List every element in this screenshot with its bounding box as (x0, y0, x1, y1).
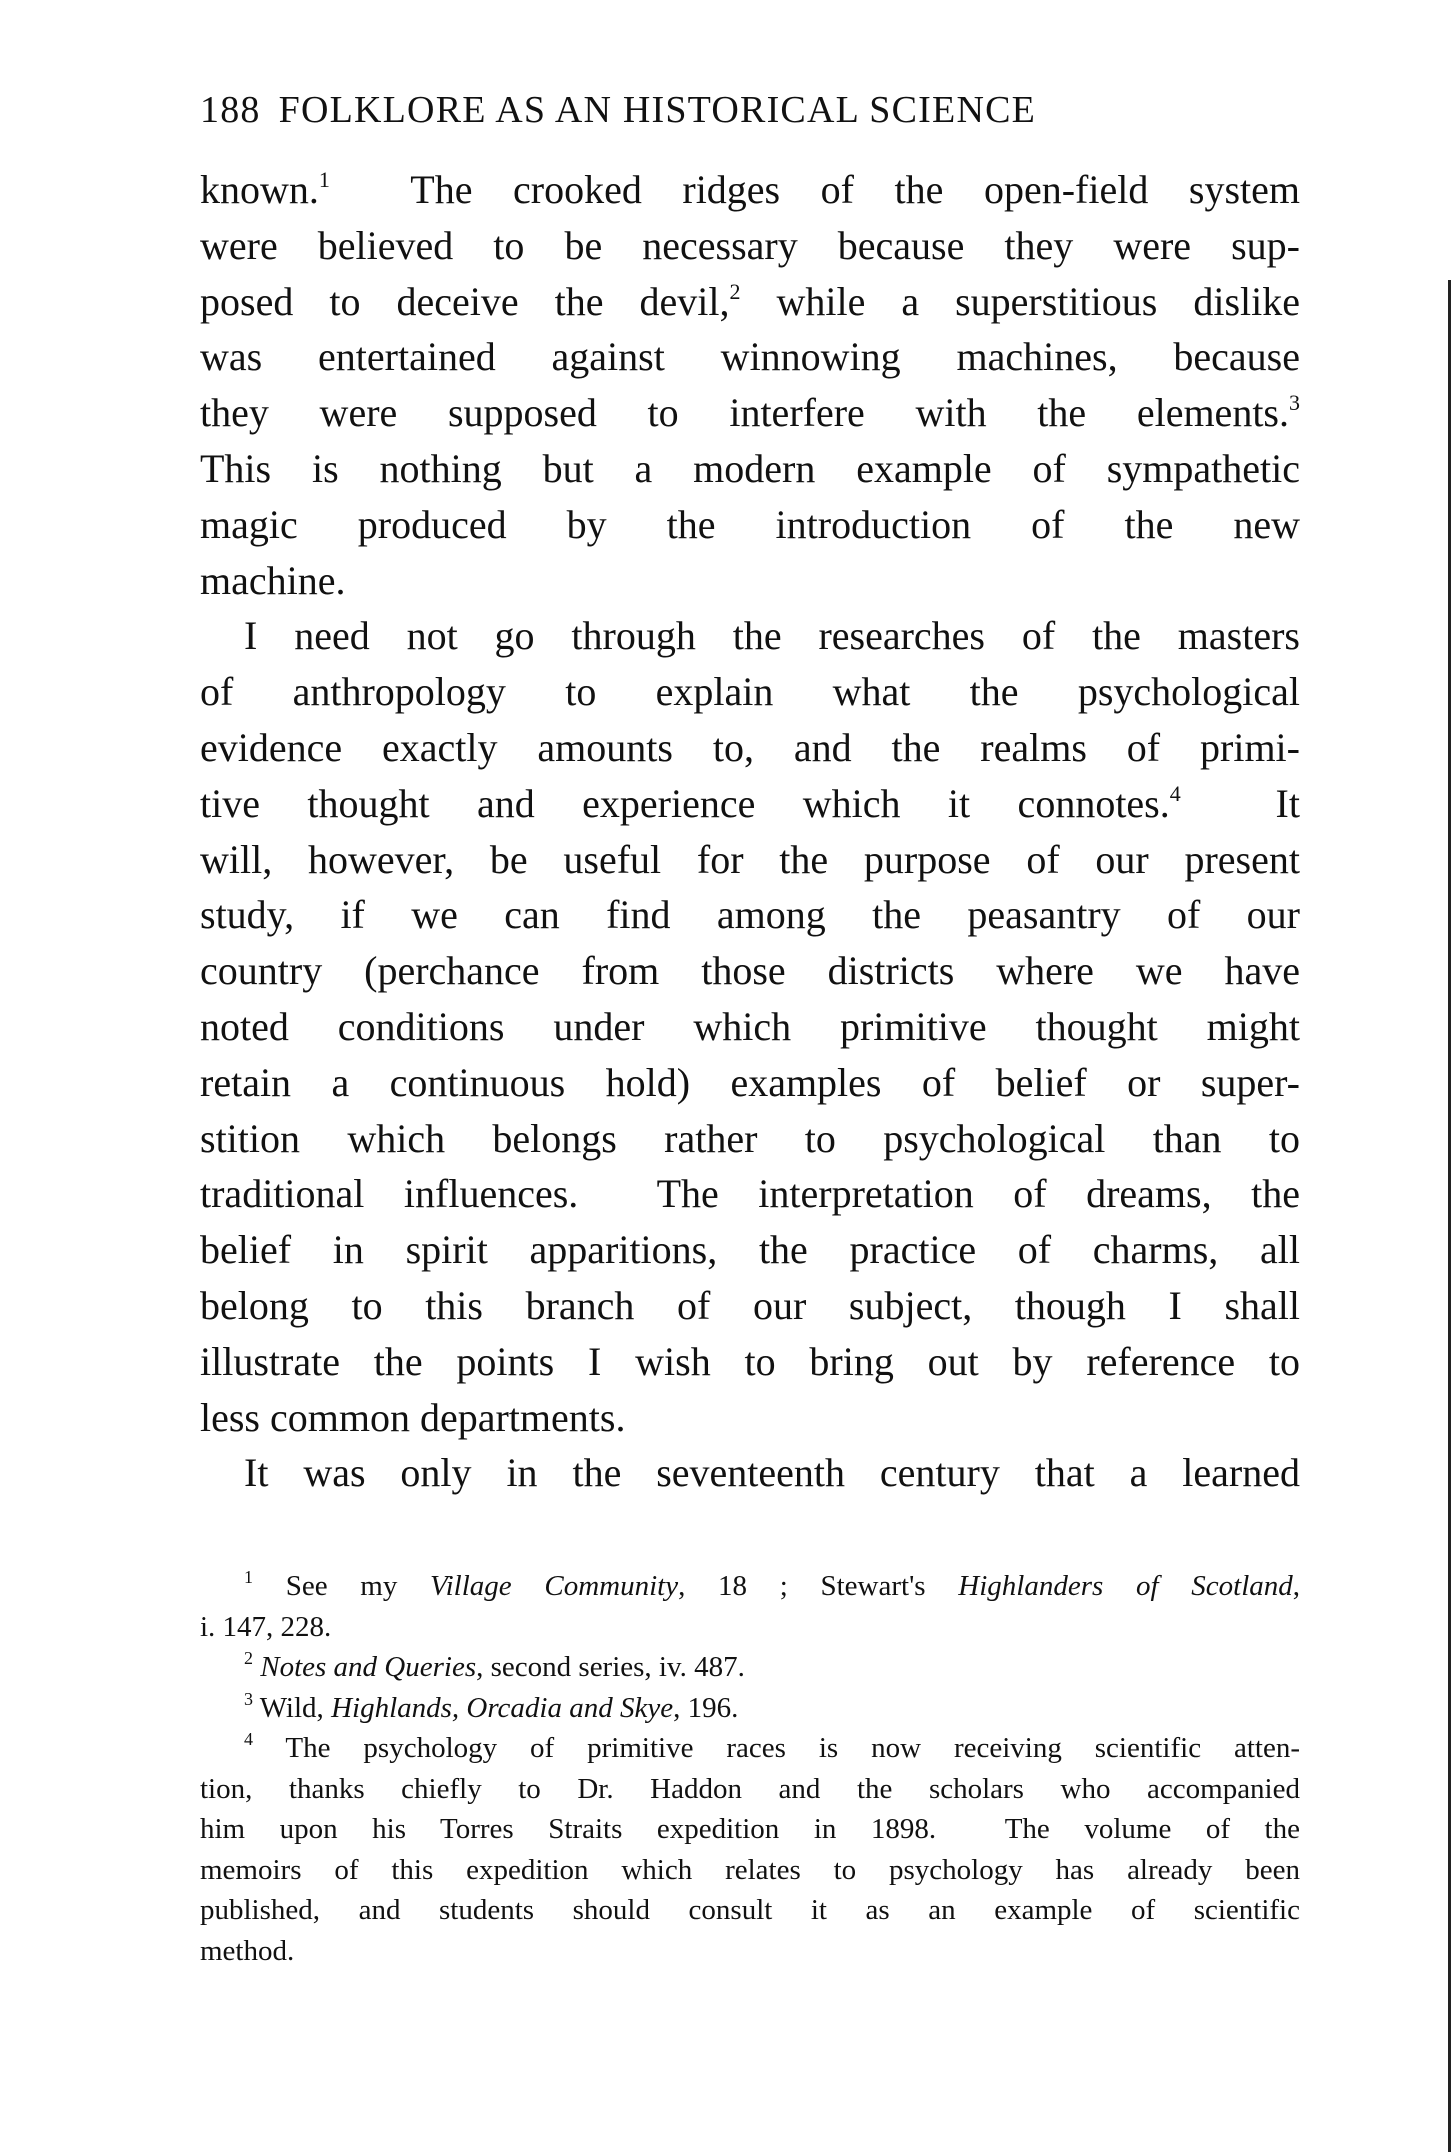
body-line (200, 776, 1300, 832)
body-line (200, 218, 1300, 274)
body-line (200, 553, 1300, 609)
text-run: , 18 ; Stewart's (678, 1570, 959, 1602)
footnote-marker: 3 (1289, 390, 1300, 416)
body-line (200, 329, 1300, 385)
text-run: known. (200, 167, 319, 212)
text-run: of anthropology to explain what the psychological (200, 669, 1300, 715)
body-text (200, 162, 1300, 1501)
text-run: belief in spirit apparitions, the practice of charms, all (200, 1227, 1300, 1273)
text-run: published, and students should consult it as an example of scientific (200, 1894, 1300, 1926)
text-run: noted conditions under which primitive thought might (200, 1003, 1300, 1049)
italic-title: Highlanders of Scotland (958, 1570, 1293, 1602)
text-run: was entertained against winnowing machines, because (200, 334, 1300, 380)
text-run: The crooked ridges of the open-field system (329, 167, 1300, 212)
footnote-line (200, 1809, 1300, 1850)
body-line (200, 608, 1300, 664)
text-run: I need not go through the researches of the masters (244, 613, 1300, 659)
text-run: posed to deceive the devil, (200, 278, 730, 324)
footnote-marker: 2 (244, 1648, 253, 1668)
italic-title: Highlands, Orcadia and Skye (331, 1691, 674, 1724)
footnote-line (200, 1688, 1300, 1729)
text-run: less common departments. (200, 1394, 626, 1440)
footnote-line (200, 1728, 1300, 1769)
text-run: method. (200, 1934, 295, 1967)
text-run: him upon his Torres Straits expedition in 1898. The volume of the (200, 1813, 1300, 1845)
body-line (200, 274, 1300, 330)
body-line (200, 1111, 1300, 1167)
body-line (200, 887, 1300, 943)
footnote-marker: 1 (244, 1567, 253, 1587)
body-line (200, 497, 1300, 553)
text-run: they were supposed to interfere with the elements. (200, 390, 1289, 436)
text-run: while a superstitious dislike (740, 278, 1300, 324)
footnote-line (200, 1566, 1300, 1607)
text-run: This is nothing but a modern example of sympathetic (200, 445, 1300, 491)
footnotes (200, 1566, 1300, 1971)
footnote-marker: 4 (1169, 780, 1181, 806)
footnote-line (200, 1890, 1300, 1931)
body-line (200, 832, 1300, 888)
body-line (200, 1278, 1300, 1334)
italic-title: Village Community (430, 1570, 679, 1602)
footnote-marker: 1 (318, 167, 330, 192)
text-run: belong to this branch of our subject, though I shall (200, 1282, 1300, 1328)
body-line (200, 1222, 1300, 1278)
page-number: 188 (200, 89, 261, 131)
text-run: , second series, iv. 487. (476, 1651, 745, 1683)
text-run: illustrate the points I wish to bring out by reference to (200, 1338, 1300, 1384)
text-run: It was only in the seventeenth century that a learned (244, 1450, 1300, 1496)
footnote-line (200, 1769, 1300, 1810)
body-line (200, 720, 1300, 776)
footnote-marker: 3 (244, 1688, 253, 1709)
body-line (200, 1390, 1300, 1446)
body-line (200, 162, 1300, 218)
text-run: The psychology of primitive races is now receiving scientific atten- (253, 1732, 1300, 1764)
running-head (200, 88, 1300, 132)
footnote-marker: 4 (244, 1729, 253, 1749)
footnote-line (200, 1607, 1300, 1648)
text-run: traditional influences. The interpretation of dreams, the (200, 1171, 1300, 1217)
body-line (200, 1055, 1300, 1111)
text-run: stition which belongs rather to psychological than to (200, 1115, 1300, 1161)
text-run: retain a continuous hold) examples of belief or super- (200, 1059, 1300, 1105)
footnote-line (200, 1931, 1300, 1972)
body-line (200, 1334, 1300, 1390)
footnote-line (200, 1850, 1300, 1891)
body-line (200, 943, 1300, 999)
text-run: will, however, be useful for the purpose of our present (200, 836, 1300, 882)
text-run: , 196. (673, 1691, 739, 1724)
text-run: i. 147, 228. (200, 1610, 332, 1643)
body-line (200, 441, 1300, 497)
text-run: tion, thanks chiefly to Dr. Haddon and the scholars who accompanied (200, 1772, 1300, 1805)
italic-title: Notes and Queries (260, 1651, 477, 1683)
body-line (200, 999, 1300, 1055)
text-run: were believed to be necessary because they were sup- (200, 222, 1300, 268)
text-run: , (1292, 1570, 1300, 1602)
body-line (200, 385, 1300, 441)
text-run: magic produced by the introduction of the new (200, 501, 1300, 547)
text-run: Wild, (253, 1691, 332, 1724)
text-run: See my (253, 1570, 431, 1602)
text-run: memoirs of this expedition which relates to psychology has already been (200, 1853, 1300, 1886)
text-run: machine. (200, 557, 346, 603)
body-line (200, 1166, 1300, 1222)
footnote-marker: 2 (729, 278, 741, 304)
body-line (200, 1445, 1300, 1501)
running-title: FOLKLORE AS AN HISTORICAL SCIENCE (278, 89, 1037, 131)
footnote-line (200, 1647, 1300, 1688)
text-run: tive thought and experience which it connotes. (200, 780, 1170, 826)
text-run: study, if we can find among the peasantry of our (200, 892, 1300, 938)
body-line (200, 664, 1300, 720)
text-run: It (1180, 780, 1300, 826)
text-run: evidence exactly amounts to, and the realms of primi- (200, 724, 1300, 770)
text-run: country (perchance from those districts where we have (200, 948, 1300, 994)
page-edge-line (1448, 280, 1451, 2152)
